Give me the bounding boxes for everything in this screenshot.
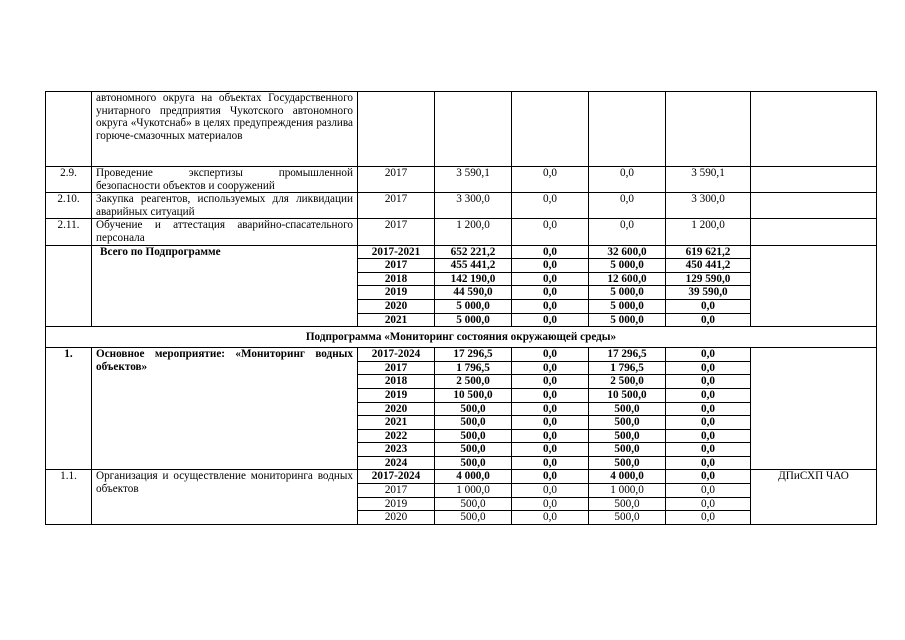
total-cell: 44 590,0 <box>435 286 512 300</box>
value-cell: 450 441,2 <box>666 259 751 273</box>
row-number: 2.11. <box>46 219 92 245</box>
executor-cell <box>751 193 877 219</box>
row-name: Закупка реагентов, используемых для ликвидации аварийных ситуаций <box>92 193 358 219</box>
value-cell: 0,0 <box>666 402 751 416</box>
year-cell: 2017 <box>358 219 435 245</box>
value-cell: 0,0 <box>589 219 666 245</box>
year-cell: 2020 <box>358 402 435 416</box>
value-cell: 500,0 <box>589 416 666 430</box>
total-label: Всего по Подпрограмме <box>92 245 358 327</box>
value-cell: 0,0 <box>512 429 589 443</box>
value-cell: 0,0 <box>512 388 589 402</box>
total-cell: 1 200,0 <box>435 219 512 245</box>
row-name: Организация и осуществление мониторинга водных объектов <box>92 470 358 524</box>
table-row <box>46 92 877 167</box>
year-cell: 2021 <box>358 416 435 430</box>
value-cell: 0,0 <box>512 193 589 219</box>
value-cell: 0,0 <box>512 167 589 193</box>
value-cell: 0,0 <box>512 272 589 286</box>
row-number: 1.1. <box>46 470 92 524</box>
total-cell: 500,0 <box>435 497 512 511</box>
year-cell: 2019 <box>358 388 435 402</box>
year-cell: 2017-2021 <box>358 245 435 259</box>
value-cell: 0,0 <box>666 375 751 389</box>
table-row <box>46 167 877 193</box>
value-cell: 0,0 <box>666 484 751 498</box>
table-row <box>46 348 877 362</box>
total-cell: 3 300,0 <box>435 193 512 219</box>
year-cell: 2017 <box>358 484 435 498</box>
value-cell: 0,0 <box>512 497 589 511</box>
value-cell: 0,0 <box>512 219 589 245</box>
value-cell: 129 590,0 <box>666 272 751 286</box>
total-cell: 500,0 <box>435 402 512 416</box>
total-cell: 500,0 <box>435 416 512 430</box>
row-name: Проведение экспертизы промышленной безопасности объектов и сооружений <box>92 167 358 193</box>
executor-cell <box>751 348 877 470</box>
value-cell: 0,0 <box>512 402 589 416</box>
value-cell: 0,0 <box>666 497 751 511</box>
value-cell: 0,0 <box>666 416 751 430</box>
executor-cell: ДПиСХП ЧАО <box>751 470 877 524</box>
year-cell: 2019 <box>358 497 435 511</box>
value-cell: 5 000,0 <box>589 313 666 327</box>
value-cell: 0,0 <box>512 286 589 300</box>
row-number: 2.9. <box>46 167 92 193</box>
value-cell: 0,0 <box>512 299 589 313</box>
total-cell: 500,0 <box>435 456 512 470</box>
total-cell: 5 000,0 <box>435 313 512 327</box>
value-cell: 500,0 <box>589 443 666 457</box>
table-row <box>46 327 877 348</box>
total-cell: 3 590,1 <box>435 167 512 193</box>
total-cell: 10 500,0 <box>435 388 512 402</box>
year-cell: 2022 <box>358 429 435 443</box>
value-cell: 0,0 <box>666 429 751 443</box>
value-cell: 0,0 <box>666 299 751 313</box>
value-cell: 0,0 <box>666 361 751 375</box>
year-cell: 2018 <box>358 272 435 286</box>
year-cell: 2020 <box>358 511 435 525</box>
value-cell: 3 300,0 <box>666 193 751 219</box>
total-cell: 455 441,2 <box>435 259 512 273</box>
year-cell: 2017 <box>358 361 435 375</box>
value-cell: 1 200,0 <box>666 219 751 245</box>
value-cell: 500,0 <box>589 402 666 416</box>
value-cell: 0,0 <box>512 361 589 375</box>
value-cell: 5 000,0 <box>589 259 666 273</box>
table-row <box>46 193 877 219</box>
row-name: Основное мероприятие: «Мониторинг водных объектов» <box>92 348 358 470</box>
year-cell: 2019 <box>358 286 435 300</box>
value-cell: 0,0 <box>512 470 589 484</box>
year-cell: 2017 <box>358 193 435 219</box>
value-cell: 500,0 <box>589 456 666 470</box>
value-cell: 0,0 <box>512 259 589 273</box>
year-cell: 2021 <box>358 313 435 327</box>
executor-cell <box>751 219 877 245</box>
total-cell: 142 190,0 <box>435 272 512 286</box>
value-cell: 17 296,5 <box>589 348 666 362</box>
row-name: Обучение и аттестация аварийно-спасательного персонала <box>92 219 358 245</box>
total-cell: 500,0 <box>435 511 512 525</box>
value-cell: 4 000,0 <box>589 470 666 484</box>
value-cell: 39 590,0 <box>666 286 751 300</box>
total-cell: 500,0 <box>435 443 512 457</box>
year-cell: 2020 <box>358 299 435 313</box>
value-cell: 5 000,0 <box>589 286 666 300</box>
total-cell: 652 221,2 <box>435 245 512 259</box>
value-cell: 32 600,0 <box>589 245 666 259</box>
table-row <box>46 470 877 484</box>
value-cell: 0,0 <box>666 470 751 484</box>
row-description: автономного округа на объектах Государственного унитарного предприятия Чукотского автономного округа «Чукотснаб» в целях предупреждения разлива горюче-смазочных материалов <box>92 92 358 167</box>
value-cell: 2 500,0 <box>589 375 666 389</box>
value-cell: 0,0 <box>589 193 666 219</box>
year-cell: 2017 <box>358 259 435 273</box>
value-cell: 0,0 <box>666 456 751 470</box>
value-cell: 0,0 <box>512 375 589 389</box>
year-cell: 2017-2024 <box>358 348 435 362</box>
value-cell: 619 621,2 <box>666 245 751 259</box>
value-cell: 0,0 <box>512 456 589 470</box>
total-cell: 500,0 <box>435 429 512 443</box>
value-cell: 0,0 <box>666 443 751 457</box>
value-cell: 0,0 <box>512 484 589 498</box>
value-cell: 500,0 <box>589 497 666 511</box>
executor-cell <box>751 167 877 193</box>
table-row <box>46 245 877 259</box>
value-cell: 0,0 <box>512 313 589 327</box>
value-cell: 1 000,0 <box>589 484 666 498</box>
value-cell: 10 500,0 <box>589 388 666 402</box>
value-cell: 0,0 <box>666 511 751 525</box>
budget-table <box>45 91 877 525</box>
year-cell: 2024 <box>358 456 435 470</box>
year-cell: 2018 <box>358 375 435 389</box>
value-cell: 0,0 <box>666 313 751 327</box>
value-cell: 0,0 <box>666 388 751 402</box>
total-cell: 5 000,0 <box>435 299 512 313</box>
total-cell: 2 500,0 <box>435 375 512 389</box>
total-cell: 4 000,0 <box>435 470 512 484</box>
value-cell: 0,0 <box>512 511 589 525</box>
table-row <box>46 219 877 245</box>
value-cell: 500,0 <box>589 511 666 525</box>
value-cell: 0,0 <box>512 416 589 430</box>
value-cell: 3 590,1 <box>666 167 751 193</box>
row-number: 1. <box>46 348 92 470</box>
total-cell: 1 796,5 <box>435 361 512 375</box>
value-cell: 0,0 <box>512 245 589 259</box>
row-number <box>46 245 92 327</box>
executor-cell <box>751 245 877 327</box>
value-cell: 12 600,0 <box>589 272 666 286</box>
year-cell: 2023 <box>358 443 435 457</box>
year-cell: 2017-2024 <box>358 470 435 484</box>
year-cell: 2017 <box>358 167 435 193</box>
value-cell: 0,0 <box>512 348 589 362</box>
total-cell: 1 000,0 <box>435 484 512 498</box>
value-cell: 5 000,0 <box>589 299 666 313</box>
value-cell: 0,0 <box>589 167 666 193</box>
value-cell: 1 796,5 <box>589 361 666 375</box>
value-cell: 0,0 <box>512 443 589 457</box>
value-cell: 0,0 <box>666 348 751 362</box>
total-cell: 17 296,5 <box>435 348 512 362</box>
row-number: 2.10. <box>46 193 92 219</box>
subprogram-title: Подпрограмма «Мониторинг состояния окружающей среды» <box>46 327 877 348</box>
value-cell: 500,0 <box>589 429 666 443</box>
